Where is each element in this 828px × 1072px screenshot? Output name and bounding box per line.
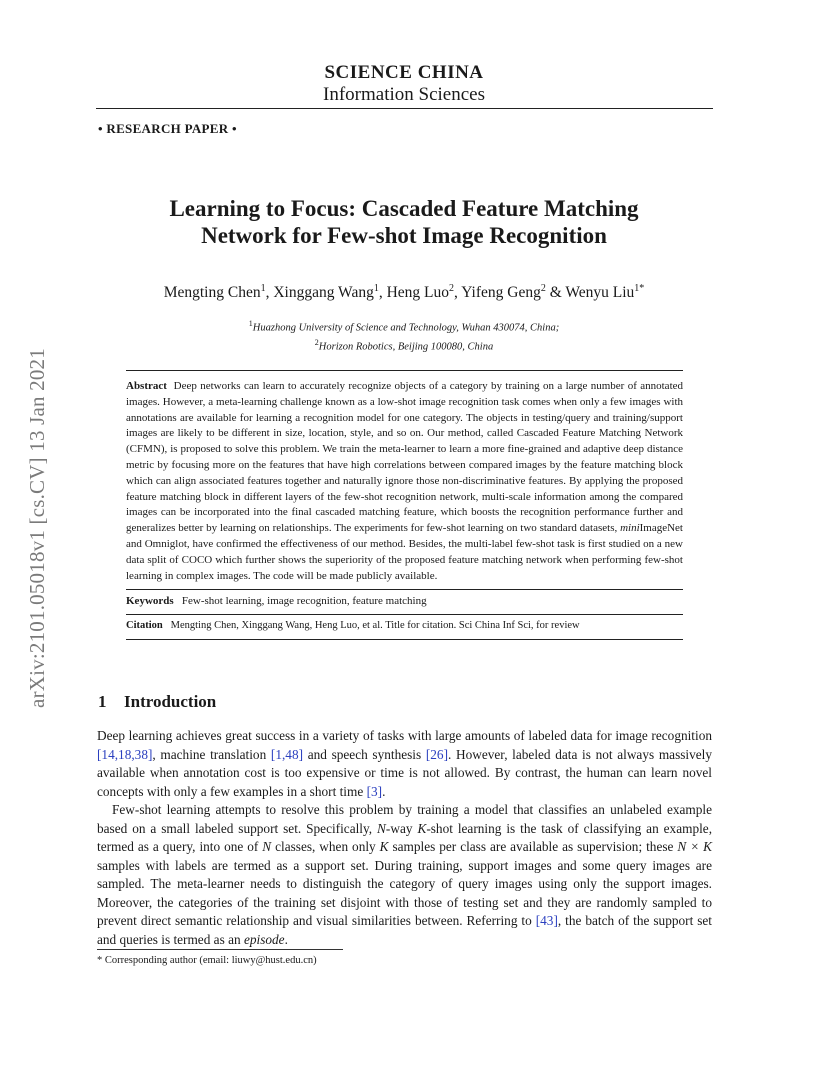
journal-subtitle: Information Sciences	[323, 84, 485, 105]
keywords-label: Keywords	[126, 595, 174, 608]
journal-header	[96, 62, 712, 106]
title-line-1: Learning to Focus: Cascaded Feature Matching	[169, 196, 639, 221]
author-affil-mark: 1	[260, 283, 266, 294]
citation-link[interactable]: [43]	[535, 913, 558, 928]
affiliation: $^2$Horizon Robotics, Beijing 100080, China	[314, 337, 494, 352]
body-text	[97, 727, 712, 949]
paragraph: Few-shot learning attempts to resolve this problem by training a model that classifies an unlabeled example based on a small labeled support set. Specifically, N-way K-shot learning is the task of classifying an example, termed as a query, into one of N classes, when only K samples per class are available as supervision; these N × K samples with labels are termed as a support set. During training, support images and some query images are sampled. The meta-learner needs to distinguish the category of query images using only the support images. Moreover, the categories of the training set disjoint with those of testing set and they are randomly sampled to prevent direct semantic relationship and visual similarities between. Referring to [43], the batch of the support set and queries is termed as an episode.	[97, 802, 713, 947]
footnote: * Corresponding author (email: liuwy@hust.edu.cn)	[97, 955, 317, 966]
affiliations	[96, 317, 712, 354]
paragraph: Deep learning achieves great success in a variety of tasks with large amounts of labeled data for image recognition [14,18,38], machine translation [1,48] and speech synthesis [26]. However, labeled data is not always massively available when annotation cost is too expensive or time is not allowed. By contrast, the human can learn novel concepts with only a few examples in a short time [3].	[97, 728, 713, 799]
citation-label: Citation	[126, 620, 163, 632]
citation-rule	[126, 614, 683, 615]
citation	[126, 619, 683, 633]
keywords-rule	[126, 589, 683, 590]
paper-type: • RESEARCH PAPER •	[98, 121, 237, 136]
abstract-box	[126, 370, 683, 640]
author-name: Heng Luo	[386, 284, 449, 302]
arxiv-stamp: arXiv:2101.05018v1 [cs.CV] 13 Jan 2021	[25, 348, 49, 708]
section-heading	[98, 692, 216, 712]
author-affil-mark: 1	[373, 283, 379, 294]
section-number: 1	[98, 692, 107, 711]
citation-link[interactable]: [3]	[366, 783, 383, 799]
author-name: Wenyu Liu	[565, 284, 635, 302]
abstract-italic: mini	[620, 522, 640, 535]
keywords	[126, 594, 683, 609]
citation-link[interactable]: [26]	[425, 746, 448, 762]
author-name: Mengting Chen	[163, 284, 261, 302]
section-title: Introduction	[124, 692, 217, 711]
author-name: Xinggang Wang	[273, 284, 374, 302]
abstract-text: Deep networks can learn to accurately recognize objects of a category by training on a large number of annotated images. However, a meta-learning challenge known as a low-shot image recognition task comes when only a few images with annotations are available for learning a recognition model for one category. The objects in testing/query and training/support images are likely to be different in size, location, style, and so on. Our method, called Cascaded Feature Matching Network (CFMN), is proposed to solve this problem. We train the meta-learner to learn a more fine-grained and adaptive deep distance metric by focusing more on the features that have high correlations between compared images by the feature matching block which can align associated features together and naturally ignore those non-discriminative features. By applying the proposed feature matching block in different layers of the few-shot recognition network, multi-scale information among the compared images can be incorporated into the final cascaded matching feature, which boosts the recognition performance further and generalizes better by learning on relationships. The experiments for few-shot learning on two standard datasets,	[126, 380, 684, 535]
citation-link[interactable]: [1,48]	[270, 746, 304, 762]
abstract	[126, 379, 683, 584]
author-name: Yifeng Geng	[461, 284, 541, 302]
author-affil-mark: 2	[449, 283, 454, 294]
author-affil-mark: 2	[540, 283, 546, 294]
abstract-text-end: ImageNet and Omniglot, have confirmed the effectiveness of our method. Besides, the multi-label few-shot task is first studied on a new data split of COCO which further shows the superiority of the proposed feature matching network when performing few-shot learning in complex images. The code will be made publicly available.	[126, 522, 683, 582]
paper-title	[96, 195, 712, 249]
citation-link[interactable]: [14,18,38]	[97, 746, 153, 762]
abstract-label: Abstract	[126, 380, 167, 392]
citation-text: Mengting Chen, Xinggang Wang, Heng Luo, et al. Title for citation. Sci China Inf Sci, for review	[170, 620, 580, 632]
affiliation: $^1$Huazhong University of Science and Technology, Wuhan 430074, China;	[248, 319, 560, 334]
author-list: Mengting Chen$^1$, Xinggang Wang$^1$, Heng Luo$^2$, Yifeng Geng$^2$ & Wenyu Liu$^{1*}$	[163, 283, 645, 302]
footnote-rule	[97, 949, 343, 950]
journal-name: SCIENCE CHINA	[324, 62, 484, 83]
keywords-text: Few-shot learning, image recognition, feature matching	[181, 595, 427, 608]
title-line-2: Network for Few-shot Image Recognition	[201, 223, 607, 248]
header-rule	[96, 108, 713, 109]
abstract-bottom-rule	[126, 639, 683, 640]
author-affil-mark: 1*	[634, 283, 645, 294]
